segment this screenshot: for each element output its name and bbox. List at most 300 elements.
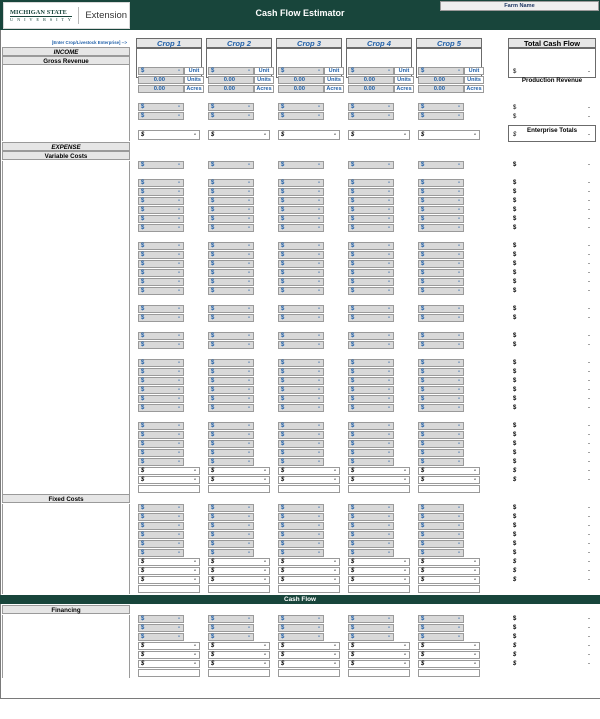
input-cell[interactable]	[138, 305, 184, 313]
input-cell[interactable]	[418, 449, 464, 457]
input-cell[interactable]	[418, 224, 464, 232]
input-cell[interactable]	[278, 67, 324, 75]
input-cell[interactable]	[138, 197, 184, 205]
input-cell[interactable]	[208, 224, 254, 232]
input-cell[interactable]	[138, 422, 184, 430]
currency-symbol: $	[211, 225, 215, 231]
input-cell[interactable]	[208, 422, 254, 430]
logo-line-1: MICHIGAN STATE	[10, 9, 72, 17]
input-cell[interactable]	[208, 504, 254, 512]
currency-symbol: $	[513, 532, 517, 538]
input-cell[interactable]	[208, 395, 254, 403]
currency-symbol: $	[513, 342, 517, 348]
input-cell[interactable]	[208, 103, 254, 111]
input-cell[interactable]	[278, 341, 324, 349]
input-cell[interactable]	[208, 513, 254, 521]
input-cell[interactable]	[348, 549, 394, 557]
input-cell[interactable]	[418, 251, 464, 259]
input-cell[interactable]	[278, 287, 324, 295]
input-cell[interactable]	[138, 76, 184, 84]
input-cell[interactable]	[418, 540, 464, 548]
input-cell[interactable]	[348, 440, 394, 448]
input-cell[interactable]	[138, 67, 184, 75]
input-cell[interactable]	[418, 386, 464, 394]
input-cell[interactable]	[278, 395, 324, 403]
input-cell[interactable]	[348, 103, 394, 111]
input-cell[interactable]	[418, 103, 464, 111]
currency-symbol: $	[211, 189, 215, 195]
input-cell[interactable]	[348, 404, 394, 412]
input-cell[interactable]	[278, 504, 324, 512]
input-cell[interactable]	[138, 260, 184, 268]
input-cell[interactable]	[278, 422, 324, 430]
input-cell[interactable]	[208, 341, 254, 349]
input-cell[interactable]	[278, 540, 324, 548]
input-cell[interactable]	[208, 615, 254, 623]
input-cell[interactable]	[418, 85, 464, 93]
cell-value: -	[264, 568, 266, 574]
currency-symbol: $	[513, 468, 517, 474]
currency-symbol: $	[513, 577, 517, 583]
input-cell[interactable]	[208, 332, 254, 340]
input-cell[interactable]	[348, 458, 394, 466]
input-cell[interactable]	[208, 260, 254, 268]
cell-value: -	[178, 396, 180, 402]
input-cell[interactable]	[418, 287, 464, 295]
input-cell[interactable]	[208, 633, 254, 641]
input-cell[interactable]	[348, 278, 394, 286]
input-cell[interactable]	[278, 386, 324, 394]
input-cell[interactable]	[418, 278, 464, 286]
input-cell[interactable]	[208, 531, 254, 539]
cell-value: -	[588, 532, 590, 538]
input-cell[interactable]	[278, 531, 324, 539]
input-cell[interactable]	[348, 368, 394, 376]
input-cell[interactable]	[278, 449, 324, 457]
input-cell[interactable]	[278, 431, 324, 439]
input-cell[interactable]	[208, 314, 254, 322]
input-cell[interactable]	[208, 85, 254, 93]
input-cell[interactable]	[278, 440, 324, 448]
input-cell[interactable]	[418, 549, 464, 557]
input-cell[interactable]	[278, 377, 324, 385]
input-cell[interactable]	[418, 197, 464, 205]
input-cell[interactable]	[278, 615, 324, 623]
input-cell[interactable]	[418, 458, 464, 466]
input-cell[interactable]	[418, 431, 464, 439]
input-cell[interactable]	[208, 540, 254, 548]
input-cell[interactable]	[138, 224, 184, 232]
input-cell[interactable]	[208, 377, 254, 385]
input-cell[interactable]	[418, 215, 464, 223]
input-cell[interactable]	[278, 633, 324, 641]
input-cell[interactable]	[278, 305, 324, 313]
input-cell[interactable]	[348, 85, 394, 93]
input-cell[interactable]	[208, 287, 254, 295]
input-cell[interactable]	[138, 85, 184, 93]
input-cell[interactable]	[348, 206, 394, 214]
input-cell[interactable]	[418, 624, 464, 632]
input-cell[interactable]	[138, 341, 184, 349]
total-column-cell	[511, 660, 593, 668]
input-cell[interactable]	[278, 404, 324, 412]
input-cell[interactable]	[138, 513, 184, 521]
total-column-cell	[511, 615, 593, 623]
input-cell[interactable]	[418, 422, 464, 430]
input-cell[interactable]	[348, 624, 394, 632]
currency-symbol: $	[421, 113, 425, 119]
input-cell[interactable]	[278, 76, 324, 84]
cell-value: -	[458, 423, 460, 429]
currency-symbol: $	[281, 68, 285, 74]
input-cell[interactable]	[278, 197, 324, 205]
input-cell[interactable]	[348, 513, 394, 521]
cell-value: -	[334, 568, 336, 574]
input-cell[interactable]	[418, 76, 464, 84]
cell-value: -	[388, 279, 390, 285]
input-cell[interactable]	[208, 458, 254, 466]
input-cell[interactable]	[138, 332, 184, 340]
input-cell[interactable]	[138, 404, 184, 412]
input-cell[interactable]	[348, 314, 394, 322]
input-cell[interactable]	[138, 431, 184, 439]
currency-symbol: $	[281, 559, 285, 565]
cell-value: -	[388, 270, 390, 276]
input-cell[interactable]	[348, 215, 394, 223]
input-cell[interactable]	[138, 540, 184, 548]
input-cell[interactable]	[348, 287, 394, 295]
input-cell[interactable]	[208, 197, 254, 205]
input-cell[interactable]	[208, 549, 254, 557]
total-cell	[348, 467, 410, 475]
currency-symbol: $	[211, 652, 215, 658]
input-cell[interactable]	[278, 278, 324, 286]
input-cell[interactable]	[138, 624, 184, 632]
currency-symbol: $	[351, 306, 355, 312]
cell-value: -	[588, 288, 590, 294]
total-cell	[208, 660, 270, 668]
crop-column-header-3[interactable]: Crop 3	[276, 38, 342, 48]
input-cell[interactable]	[278, 112, 324, 120]
cell-value: -	[264, 477, 266, 483]
input-cell[interactable]	[418, 513, 464, 521]
input-cell[interactable]	[348, 341, 394, 349]
input-cell[interactable]	[418, 161, 464, 169]
input-cell[interactable]	[348, 540, 394, 548]
currency-symbol: $	[211, 634, 215, 640]
input-cell[interactable]	[418, 188, 464, 196]
input-cell[interactable]	[418, 395, 464, 403]
input-cell[interactable]	[208, 305, 254, 313]
input-cell[interactable]	[418, 314, 464, 322]
input-cell[interactable]	[278, 513, 324, 521]
input-cell[interactable]	[418, 112, 464, 120]
currency-symbol: $	[141, 577, 145, 583]
input-cell[interactable]	[348, 504, 394, 512]
input-cell[interactable]	[278, 161, 324, 169]
cell-value: -	[178, 360, 180, 366]
input-cell[interactable]	[418, 615, 464, 623]
input-cell[interactable]	[418, 242, 464, 250]
formula-note-cell	[138, 585, 200, 593]
cell-value: -	[588, 468, 590, 474]
input-cell[interactable]	[278, 188, 324, 196]
input-cell[interactable]	[418, 504, 464, 512]
input-cell[interactable]	[278, 224, 324, 232]
input-cell[interactable]	[138, 103, 184, 111]
input-cell[interactable]	[138, 359, 184, 367]
input-cell[interactable]	[138, 251, 184, 259]
cell-value: -	[388, 333, 390, 339]
cell-value: 0.00	[363, 86, 375, 92]
input-cell[interactable]	[208, 215, 254, 223]
currency-symbol: $	[281, 505, 285, 511]
input-cell[interactable]	[138, 504, 184, 512]
input-cell[interactable]	[278, 359, 324, 367]
input-cell[interactable]	[208, 522, 254, 530]
input-cell[interactable]	[418, 206, 464, 214]
input-cell[interactable]	[418, 368, 464, 376]
input-cell[interactable]	[418, 633, 464, 641]
crop-column-header-4[interactable]: Crop 4	[346, 38, 412, 48]
input-cell[interactable]	[278, 458, 324, 466]
input-cell[interactable]	[208, 278, 254, 286]
input-cell[interactable]	[348, 76, 394, 84]
input-cell[interactable]	[348, 332, 394, 340]
input-cell[interactable]	[138, 242, 184, 250]
input-cell[interactable]	[418, 332, 464, 340]
cell-value: -	[318, 189, 320, 195]
input-cell[interactable]	[208, 624, 254, 632]
input-cell[interactable]	[418, 531, 464, 539]
input-cell[interactable]	[138, 368, 184, 376]
cell-value: -	[318, 342, 320, 348]
input-cell[interactable]	[278, 260, 324, 268]
currency-symbol: $	[513, 270, 517, 276]
input-cell[interactable]	[208, 179, 254, 187]
input-cell[interactable]	[208, 251, 254, 259]
currency-symbol: $	[351, 279, 355, 285]
cash-flow-band	[0, 595, 600, 604]
input-cell[interactable]	[208, 76, 254, 84]
input-cell[interactable]	[348, 359, 394, 367]
input-cell[interactable]	[208, 112, 254, 120]
input-cell[interactable]	[278, 624, 324, 632]
input-cell[interactable]	[278, 251, 324, 259]
currency-symbol: $	[513, 68, 517, 75]
input-cell[interactable]	[278, 242, 324, 250]
input-cell[interactable]	[138, 531, 184, 539]
cell-value: -	[388, 532, 390, 538]
input-cell[interactable]	[138, 449, 184, 457]
input-cell[interactable]	[138, 215, 184, 223]
input-cell[interactable]	[208, 188, 254, 196]
crop-column-header-1[interactable]: Crop 1	[136, 38, 202, 48]
total-cell	[418, 130, 480, 140]
input-cell[interactable]	[348, 179, 394, 187]
input-cell[interactable]	[138, 188, 184, 196]
input-cell[interactable]	[418, 67, 464, 75]
input-cell[interactable]	[348, 615, 394, 623]
input-cell[interactable]	[348, 522, 394, 530]
total-column-cell	[511, 431, 593, 439]
cell-value: -	[458, 550, 460, 556]
input-cell[interactable]	[348, 251, 394, 259]
input-cell[interactable]	[278, 206, 324, 214]
cell-value: -	[178, 279, 180, 285]
input-cell[interactable]	[208, 386, 254, 394]
cell-value: -	[178, 270, 180, 276]
cell-value: -	[388, 104, 390, 110]
cell-value: -	[318, 441, 320, 447]
cell-value: -	[388, 68, 390, 74]
input-cell[interactable]	[208, 440, 254, 448]
total-column-cell	[511, 576, 593, 584]
input-cell[interactable]	[418, 341, 464, 349]
currency-symbol: $	[351, 550, 355, 556]
currency-symbol: $	[281, 261, 285, 267]
input-cell[interactable]	[348, 242, 394, 250]
input-cell[interactable]	[418, 404, 464, 412]
input-cell[interactable]	[278, 332, 324, 340]
input-cell[interactable]	[348, 67, 394, 75]
input-cell[interactable]	[138, 112, 184, 120]
cell-value: -	[318, 225, 320, 231]
input-cell[interactable]	[278, 368, 324, 376]
input-cell[interactable]	[138, 440, 184, 448]
input-cell[interactable]	[138, 377, 184, 385]
input-cell[interactable]	[138, 287, 184, 295]
input-cell[interactable]	[418, 377, 464, 385]
currency-symbol: $	[141, 360, 145, 366]
cell-value: -	[458, 378, 460, 384]
total-column-cell	[511, 112, 593, 121]
input-cell[interactable]	[138, 314, 184, 322]
crop-column-header-5[interactable]: Crop 5	[416, 38, 482, 48]
input-cell[interactable]	[348, 395, 394, 403]
cell-value: -	[318, 360, 320, 366]
currency-symbol: $	[513, 216, 517, 222]
currency-symbol: $	[513, 550, 517, 556]
input-cell[interactable]	[418, 522, 464, 530]
currency-symbol: $	[351, 405, 355, 411]
input-cell[interactable]	[208, 449, 254, 457]
currency-symbol: $	[281, 459, 285, 465]
input-cell[interactable]	[208, 404, 254, 412]
total-cell	[418, 651, 480, 659]
currency-symbol: $	[211, 450, 215, 456]
input-cell[interactable]	[278, 179, 324, 187]
input-cell[interactable]	[138, 179, 184, 187]
currency-symbol: $	[351, 432, 355, 438]
input-cell[interactable]	[348, 431, 394, 439]
input-cell[interactable]	[138, 386, 184, 394]
currency-symbol: $	[421, 625, 425, 631]
input-cell[interactable]	[208, 206, 254, 214]
input-cell[interactable]	[138, 278, 184, 286]
cell-value: -	[248, 396, 250, 402]
input-cell[interactable]	[278, 314, 324, 322]
currency-symbol: $	[281, 568, 285, 574]
input-cell[interactable]	[418, 179, 464, 187]
input-cell[interactable]	[138, 549, 184, 557]
input-cell[interactable]	[418, 305, 464, 313]
total-cell	[208, 576, 270, 584]
cell-value: -	[318, 198, 320, 204]
input-cell[interactable]	[138, 206, 184, 214]
currency-symbol: $	[421, 225, 425, 231]
input-cell[interactable]	[278, 85, 324, 93]
input-cell[interactable]	[278, 215, 324, 223]
input-cell[interactable]	[138, 395, 184, 403]
input-cell[interactable]	[138, 633, 184, 641]
input-cell[interactable]	[208, 161, 254, 169]
currency-symbol: $	[421, 396, 425, 402]
input-cell[interactable]	[278, 549, 324, 557]
currency-symbol: $	[211, 279, 215, 285]
input-cell[interactable]	[208, 242, 254, 250]
input-cell[interactable]	[208, 431, 254, 439]
input-cell[interactable]	[348, 161, 394, 169]
input-cell[interactable]	[418, 260, 464, 268]
cell-value: -	[388, 505, 390, 511]
input-cell[interactable]	[348, 224, 394, 232]
input-cell[interactable]	[278, 103, 324, 111]
input-cell[interactable]	[348, 633, 394, 641]
input-cell[interactable]	[348, 422, 394, 430]
input-cell[interactable]	[348, 188, 394, 196]
input-cell[interactable]	[348, 269, 394, 277]
cell-value: -	[474, 477, 476, 483]
currency-symbol: $	[421, 468, 425, 474]
input-cell[interactable]	[138, 615, 184, 623]
input-cell[interactable]	[208, 368, 254, 376]
input-cell[interactable]	[348, 531, 394, 539]
input-cell[interactable]	[208, 359, 254, 367]
input-cell[interactable]	[348, 112, 394, 120]
currency-symbol: $	[281, 360, 285, 366]
input-cell[interactable]	[348, 449, 394, 457]
currency-symbol: $	[513, 387, 517, 393]
input-cell[interactable]	[348, 197, 394, 205]
input-cell[interactable]	[208, 269, 254, 277]
input-cell[interactable]	[348, 305, 394, 313]
input-cell[interactable]	[348, 260, 394, 268]
cell-value: -	[248, 532, 250, 538]
currency-symbol: $	[211, 559, 215, 565]
input-cell[interactable]	[138, 269, 184, 277]
input-cell[interactable]	[278, 522, 324, 530]
input-cell[interactable]	[138, 161, 184, 169]
input-cell[interactable]	[208, 67, 254, 75]
input-cell[interactable]	[138, 458, 184, 466]
cell-value: -	[248, 225, 250, 231]
input-cell[interactable]	[348, 377, 394, 385]
cell-value: -	[334, 468, 336, 474]
cell-value: -	[178, 550, 180, 556]
cell-value: -	[474, 577, 476, 583]
cell-value: -	[248, 432, 250, 438]
input-cell[interactable]	[138, 522, 184, 530]
input-cell[interactable]	[278, 269, 324, 277]
input-cell[interactable]	[418, 440, 464, 448]
input-cell[interactable]	[418, 269, 464, 277]
crop-column-header-2[interactable]: Crop 2	[206, 38, 272, 48]
input-cell[interactable]	[348, 386, 394, 394]
cell-value: -	[458, 396, 460, 402]
farm-name-field[interactable]: Farm Name	[440, 1, 599, 11]
input-cell[interactable]	[418, 359, 464, 367]
